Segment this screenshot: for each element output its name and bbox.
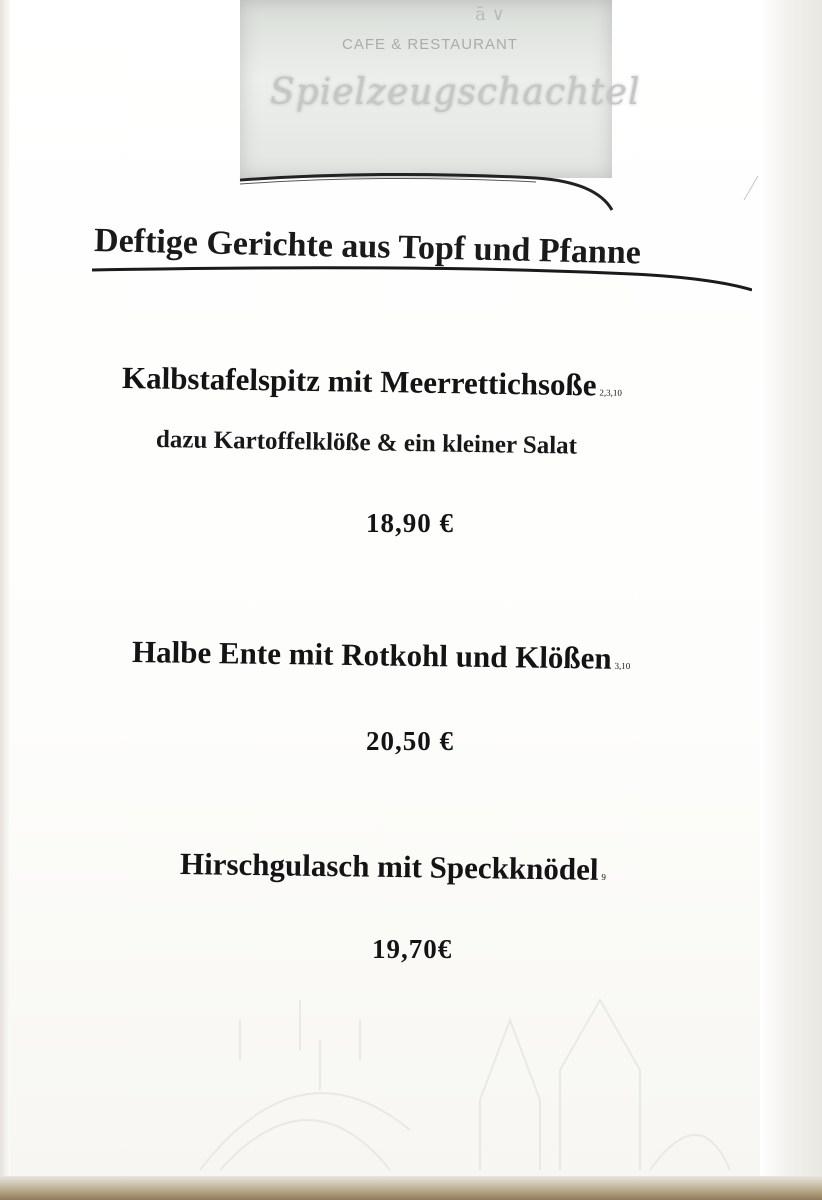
logo-script: Spielzeugschachtel — [270, 72, 641, 113]
dish-price: 18,90 € — [366, 508, 454, 538]
paper-crease-mark — [742, 172, 762, 202]
binding-strip — [0, 1176, 822, 1200]
logo-banner-curl — [236, 160, 620, 220]
dish-price: 20,50 € — [366, 726, 454, 756]
dish-name — [180, 846, 607, 888]
dish-name-text: Hirschgulasch mit Speckknödel — [179, 846, 599, 887]
allergen-codes: 3,10 — [614, 660, 631, 671]
section-underline — [92, 266, 752, 296]
allergen-codes: 9 — [601, 871, 606, 882]
allergen-codes: 2,3,10 — [599, 387, 623, 398]
logo-subtitle: CAFE & RESTAURANT — [342, 36, 518, 53]
watermark-skyline-icon — [180, 980, 740, 1170]
dish-name — [132, 634, 631, 677]
dish-name-text: Halbe Ente mit Rotkohl und Klößen — [131, 634, 612, 676]
logo-crest: ā ∨ — [475, 4, 505, 25]
section-title: Deftige Gerichte aus Topf und Pfanne — [93, 222, 642, 272]
dish-price: 19,70€ — [372, 934, 453, 964]
dish-name-text: Kalbstafelspitz mit Meerrettichsoße — [121, 360, 597, 403]
page-edge — [760, 0, 822, 1200]
dish-side-dish: dazu Kartoffelklöße & ein kleiner Salat — [155, 426, 578, 460]
page-left-edge — [0, 0, 10, 1188]
